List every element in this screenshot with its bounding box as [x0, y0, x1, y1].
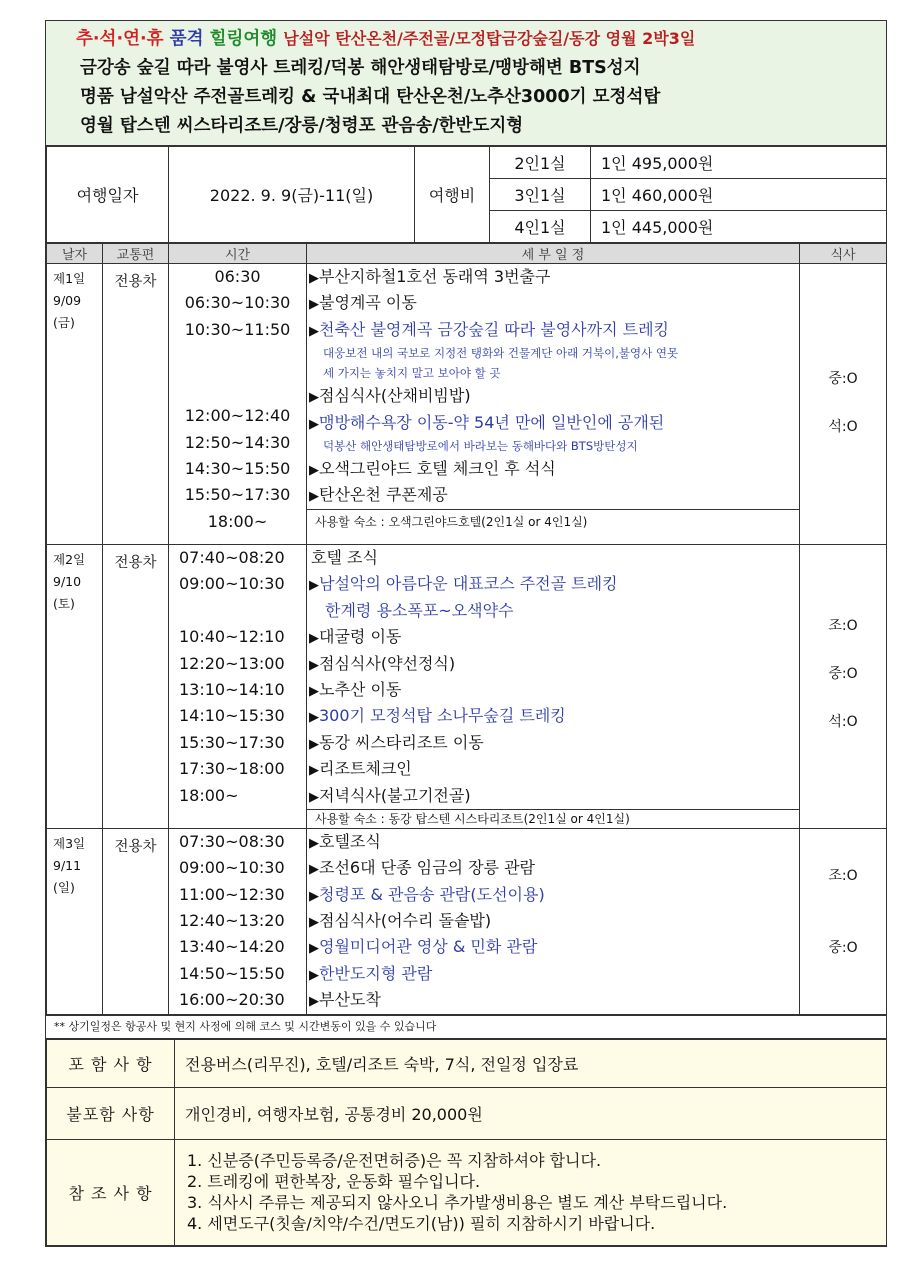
accommodation-note: 사용할 숙소 : 동강 탑스텐 시스타리조트(2인1실 or 4인1실) — [307, 809, 799, 828]
activity-text: 점심식사(약선정식) — [319, 653, 456, 673]
meal-box — [800, 545, 886, 827]
day-date: 9/10 — [53, 574, 82, 589]
day-row-3 — [47, 828, 887, 1014]
activity — [307, 677, 799, 703]
col-transport: 교통편 — [103, 244, 169, 264]
meal-dinner: 석:O — [828, 419, 858, 435]
note-item: 2. 트레킹에 편한복장, 운동화 필수입니다. — [187, 1172, 481, 1192]
time-slot: 12:50~14:30 — [184, 432, 291, 452]
excluded-label: 불포함 사항 — [47, 1087, 175, 1139]
bullet-triangle-icon: ▶ — [309, 994, 319, 1010]
note-item: 3. 식사시 주류는 제공되지 않사오니 추가발생비용은 별도 계산 부탁드립니다. — [187, 1193, 728, 1213]
bullet-triangle-icon: ▶ — [309, 271, 319, 286]
activity — [307, 829, 799, 855]
bullet-triangle-icon: ▶ — [309, 416, 319, 432]
included-value: 전용버스(리무진), 호텔/리조트 숙박, 7식, 전일정 입장료 — [175, 1039, 887, 1087]
title-premium: 품격 — [169, 29, 204, 49]
activity — [307, 987, 799, 1013]
schedule-table — [46, 243, 887, 1015]
activity-text: 영월미디어관 영상 & 민화 관람 — [319, 937, 538, 957]
time-slot: 15:30~17:30 — [179, 732, 285, 752]
day-1-times — [169, 264, 307, 545]
activity-text: 저녁식사(불고기전골) — [319, 785, 471, 805]
note-item: 4. 세면도구(칫솔/치약/수건/면도기(남)) 필히 지참하시기 바랍니다. — [187, 1214, 656, 1234]
col-detail: 세 부 일 정 — [307, 244, 800, 264]
bullet-triangle-icon: ▶ — [309, 915, 319, 931]
title-route: 남설악 탄산온천/주전골/모정탑금강숲길/동강 영월 2박3일 — [283, 29, 696, 48]
bullet-triangle-icon: ▶ — [309, 862, 319, 878]
meal-box — [800, 829, 886, 1014]
day-2-transport: 전용차 — [103, 545, 169, 829]
time-slot: 12:00~12:40 — [184, 406, 291, 426]
time-slot: 07:40~08:20 — [179, 548, 285, 567]
title-block — [46, 21, 886, 146]
activity-text: 청령포 & 관음송 관람(도선이용) — [319, 884, 545, 904]
bullet-triangle-icon: ▶ — [309, 297, 319, 313]
time-slot: 12:20~13:00 — [179, 653, 285, 673]
day-2-cell — [47, 545, 103, 829]
room-type: 4인1실 — [490, 211, 591, 243]
title-line-4: 영월 탑스텐 씨스타리조트/장릉/청령포 관음송/한반도지형 — [80, 116, 524, 136]
bullet-triangle-icon: ▶ — [309, 967, 319, 983]
bullet-triangle-icon: ▶ — [309, 941, 319, 957]
time-slot: 13:10~14:10 — [179, 679, 285, 699]
time-slot: 17:30~18:00 — [179, 759, 285, 779]
time-slot: 10:40~12:10 — [179, 627, 285, 647]
activity — [307, 756, 799, 782]
time-slot: 18:00~ — [207, 511, 268, 531]
time-slot: 16:00~20:30 — [179, 990, 285, 1010]
day-row-1 — [47, 264, 887, 545]
activity-text: 부산도착 — [319, 990, 381, 1010]
room-price: 1인 445,000원 — [591, 211, 887, 243]
accommodation-note: 사용할 숙소 : 오색그린야드호텔(2인1실 or 4인1실) — [307, 509, 799, 534]
activity-text: 조선6대 단종 임금의 장릉 관람 — [319, 858, 535, 878]
day-1-transport: 전용차 — [103, 264, 169, 545]
day-date: 9/09 — [53, 293, 82, 308]
time-slot: 14:10~15:30 — [179, 706, 285, 726]
day-label: 제2일 — [53, 552, 86, 567]
day-3-transport: 전용차 — [103, 828, 169, 1014]
day-date: 9/11 — [53, 857, 82, 873]
activity — [307, 410, 799, 436]
activity — [307, 456, 799, 482]
time-slot: 12:40~13:20 — [179, 911, 285, 931]
activity-text: 오색그린야드 호텔 체크인 후 석식 — [319, 458, 556, 478]
notes-list — [175, 1139, 887, 1245]
activity — [307, 961, 799, 987]
bullet-triangle-icon: ▶ — [309, 390, 319, 406]
activity-note: 대웅보전 내의 국보로 지정전 탱화와 건물계단 아래 거북이,불영사 연못 — [323, 346, 679, 361]
activity — [307, 571, 799, 597]
meal-box — [800, 264, 886, 544]
activity-text: 호텔조식 — [319, 831, 381, 851]
meal-lunch: 중:O — [828, 939, 858, 956]
title-healing: 힐링여행 — [209, 29, 278, 49]
activity — [307, 855, 799, 881]
time-slot: 06:30~10:30 — [184, 293, 291, 313]
time-slot: 11:00~12:30 — [179, 884, 285, 904]
activity — [307, 290, 799, 316]
meal-dinner: 석:O — [828, 714, 858, 730]
activity — [307, 383, 799, 409]
activity-text: 한반도지형 관람 — [319, 963, 433, 983]
day-label: 제3일 — [53, 835, 86, 851]
activity-text: 남설악의 아름다운 대표코스 주전골 트레킹 — [319, 574, 618, 594]
time-slot: 18:00~ — [179, 785, 239, 805]
bullet-triangle-icon: ▶ — [309, 631, 319, 647]
activity-text: 맹방해수욕장 이동-약 54년 만에 일반인에 공개된 — [319, 412, 665, 432]
room-type: 3인1실 — [490, 179, 591, 211]
activity — [307, 482, 799, 508]
room-price: 1인 460,000원 — [591, 179, 887, 211]
meal-lunch: 중:O — [828, 371, 858, 387]
title-line-2: 금강송 숲길 따라 불영사 트레킹/덕봉 해안생태탐방로/맹방해변 BTS성지 — [80, 58, 641, 78]
terms-table — [46, 1039, 887, 1246]
col-meal: 식사 — [800, 244, 887, 264]
bullet-triangle-icon: ▶ — [309, 763, 319, 779]
meal-breakfast: 조:O — [828, 618, 858, 634]
bullet-triangle-icon: ▶ — [309, 710, 319, 726]
time-slot: 13:40~14:20 — [179, 937, 285, 957]
day-label: 제1일 — [53, 271, 86, 286]
activity — [307, 882, 799, 908]
activity — [307, 545, 799, 571]
day-3-cell — [47, 828, 103, 1014]
time-slot: 09:00~10:30 — [179, 574, 285, 594]
room-price: 1인 495,000원 — [591, 147, 887, 179]
time-slot: 15:50~17:30 — [184, 485, 291, 505]
activity-text: 노추산 이동 — [319, 679, 402, 699]
trip-info-table — [46, 146, 887, 243]
notes-label: 참 조 사 항 — [47, 1139, 175, 1245]
activity — [307, 317, 799, 343]
bullet-triangle-icon: ▶ — [309, 657, 319, 673]
activity-text: 탄산온천 쿠폰제공 — [319, 485, 448, 505]
bullet-triangle-icon: ▶ — [309, 323, 319, 339]
day-weekday: (금) — [53, 315, 75, 330]
time-spacer — [169, 598, 306, 624]
activity-text: 동강 씨스타리조트 이동 — [319, 732, 484, 752]
day-row-2 — [47, 545, 887, 829]
note-item: 1. 신분증(주민등록증/운전면허증)은 꼭 지참하셔야 합니다. — [187, 1151, 602, 1171]
activity-note: 세 가지는 놓치지 말고 보아야 할 곳 — [323, 366, 501, 381]
activity — [307, 730, 799, 756]
day-3-activities — [307, 828, 800, 1014]
activity — [307, 624, 799, 650]
itinerary-sheet — [45, 20, 887, 1247]
bullet-triangle-icon: ▶ — [309, 789, 319, 805]
activity — [307, 934, 799, 960]
activity-note: 덕봉산 해안생태탐방로에서 바라보는 동해바다와 BTS방탄성지 — [323, 438, 638, 453]
day-3-meals — [800, 828, 887, 1014]
day-1-cell — [47, 264, 103, 545]
time-slot: 09:00~10:30 — [179, 858, 285, 878]
schedule-disclaimer: ** 상기일정은 항공사 및 현지 사정에 의해 코스 및 시간변동이 있을 수 있습니다 — [46, 1015, 886, 1039]
activity-text: 점심식사(산채비빔밥) — [319, 386, 471, 406]
date-value: 2022. 9. 9(금)-11(일) — [169, 147, 415, 243]
title-line-3: 명품 남설악산 주전골트레킹 & 국내최대 탄산온천/노추산3000기 모정석탑 — [80, 87, 661, 107]
meal-lunch: 중:O — [828, 666, 858, 682]
activity — [307, 651, 799, 677]
bullet-triangle-icon: ▶ — [309, 683, 319, 699]
activity-text: 리조트체크인 — [319, 759, 412, 779]
day-1-activities — [307, 264, 800, 545]
room-type: 2인1실 — [490, 147, 591, 179]
day-2-activities — [307, 545, 800, 829]
activity-text: 점심식사(어수리 돌솥밥) — [319, 911, 492, 931]
title-line-1 — [46, 24, 886, 54]
activity-text: 호텔 조식 — [311, 548, 378, 567]
activity — [307, 703, 799, 729]
bullet-triangle-icon: ▶ — [309, 462, 319, 478]
activity — [307, 908, 799, 934]
activity-text: 천축산 불영계곡 금강숲길 따라 불영사까지 트레킹 — [319, 319, 670, 339]
time-slot: 14:30~15:50 — [184, 458, 291, 478]
meal-breakfast: 조:O — [828, 867, 858, 884]
bullet-triangle-icon: ▶ — [309, 578, 319, 594]
time-spacer — [169, 343, 306, 403]
bullet-triangle-icon: ▶ — [309, 489, 319, 505]
schedule-header-row — [47, 244, 887, 264]
col-time: 시간 — [169, 244, 307, 264]
bullet-triangle-icon: ▶ — [309, 835, 319, 851]
activity-text: 대굴령 이동 — [319, 627, 402, 647]
day-2-times — [169, 545, 307, 829]
excluded-value: 개인경비, 여행자보험, 공통경비 20,000원 — [175, 1087, 887, 1139]
time-slot: 06:30 — [214, 267, 261, 286]
activity-text: 부산지하철1호선 동래역 3번출구 — [319, 267, 551, 286]
day-2-meals — [800, 545, 887, 829]
day-weekday: (토) — [53, 596, 75, 611]
time-slot: 10:30~11:50 — [184, 319, 291, 339]
day-weekday: (일) — [53, 879, 75, 895]
bullet-triangle-icon: ▶ — [309, 736, 319, 752]
day-1-meals — [800, 264, 887, 545]
day-3-times — [169, 828, 307, 1014]
bullet-triangle-icon: ▶ — [309, 888, 319, 904]
title-holiday: 추·석·연·휴 — [76, 29, 164, 49]
activity-text: 불영계곡 이동 — [319, 293, 417, 313]
activity — [307, 264, 799, 290]
time-slot: 07:30~08:30 — [179, 831, 285, 851]
activity — [307, 783, 799, 809]
cost-label: 여행비 — [415, 147, 490, 243]
included-label: 포 함 사 항 — [47, 1039, 175, 1087]
date-label: 여행일자 — [47, 147, 169, 243]
activity-text: 300기 모정석탑 소나무숲길 트레킹 — [319, 706, 566, 726]
activity-sub: 한계령 용소폭포~오색약수 — [325, 600, 514, 620]
col-date: 날자 — [47, 244, 103, 264]
time-slot: 14:50~15:50 — [179, 963, 285, 983]
